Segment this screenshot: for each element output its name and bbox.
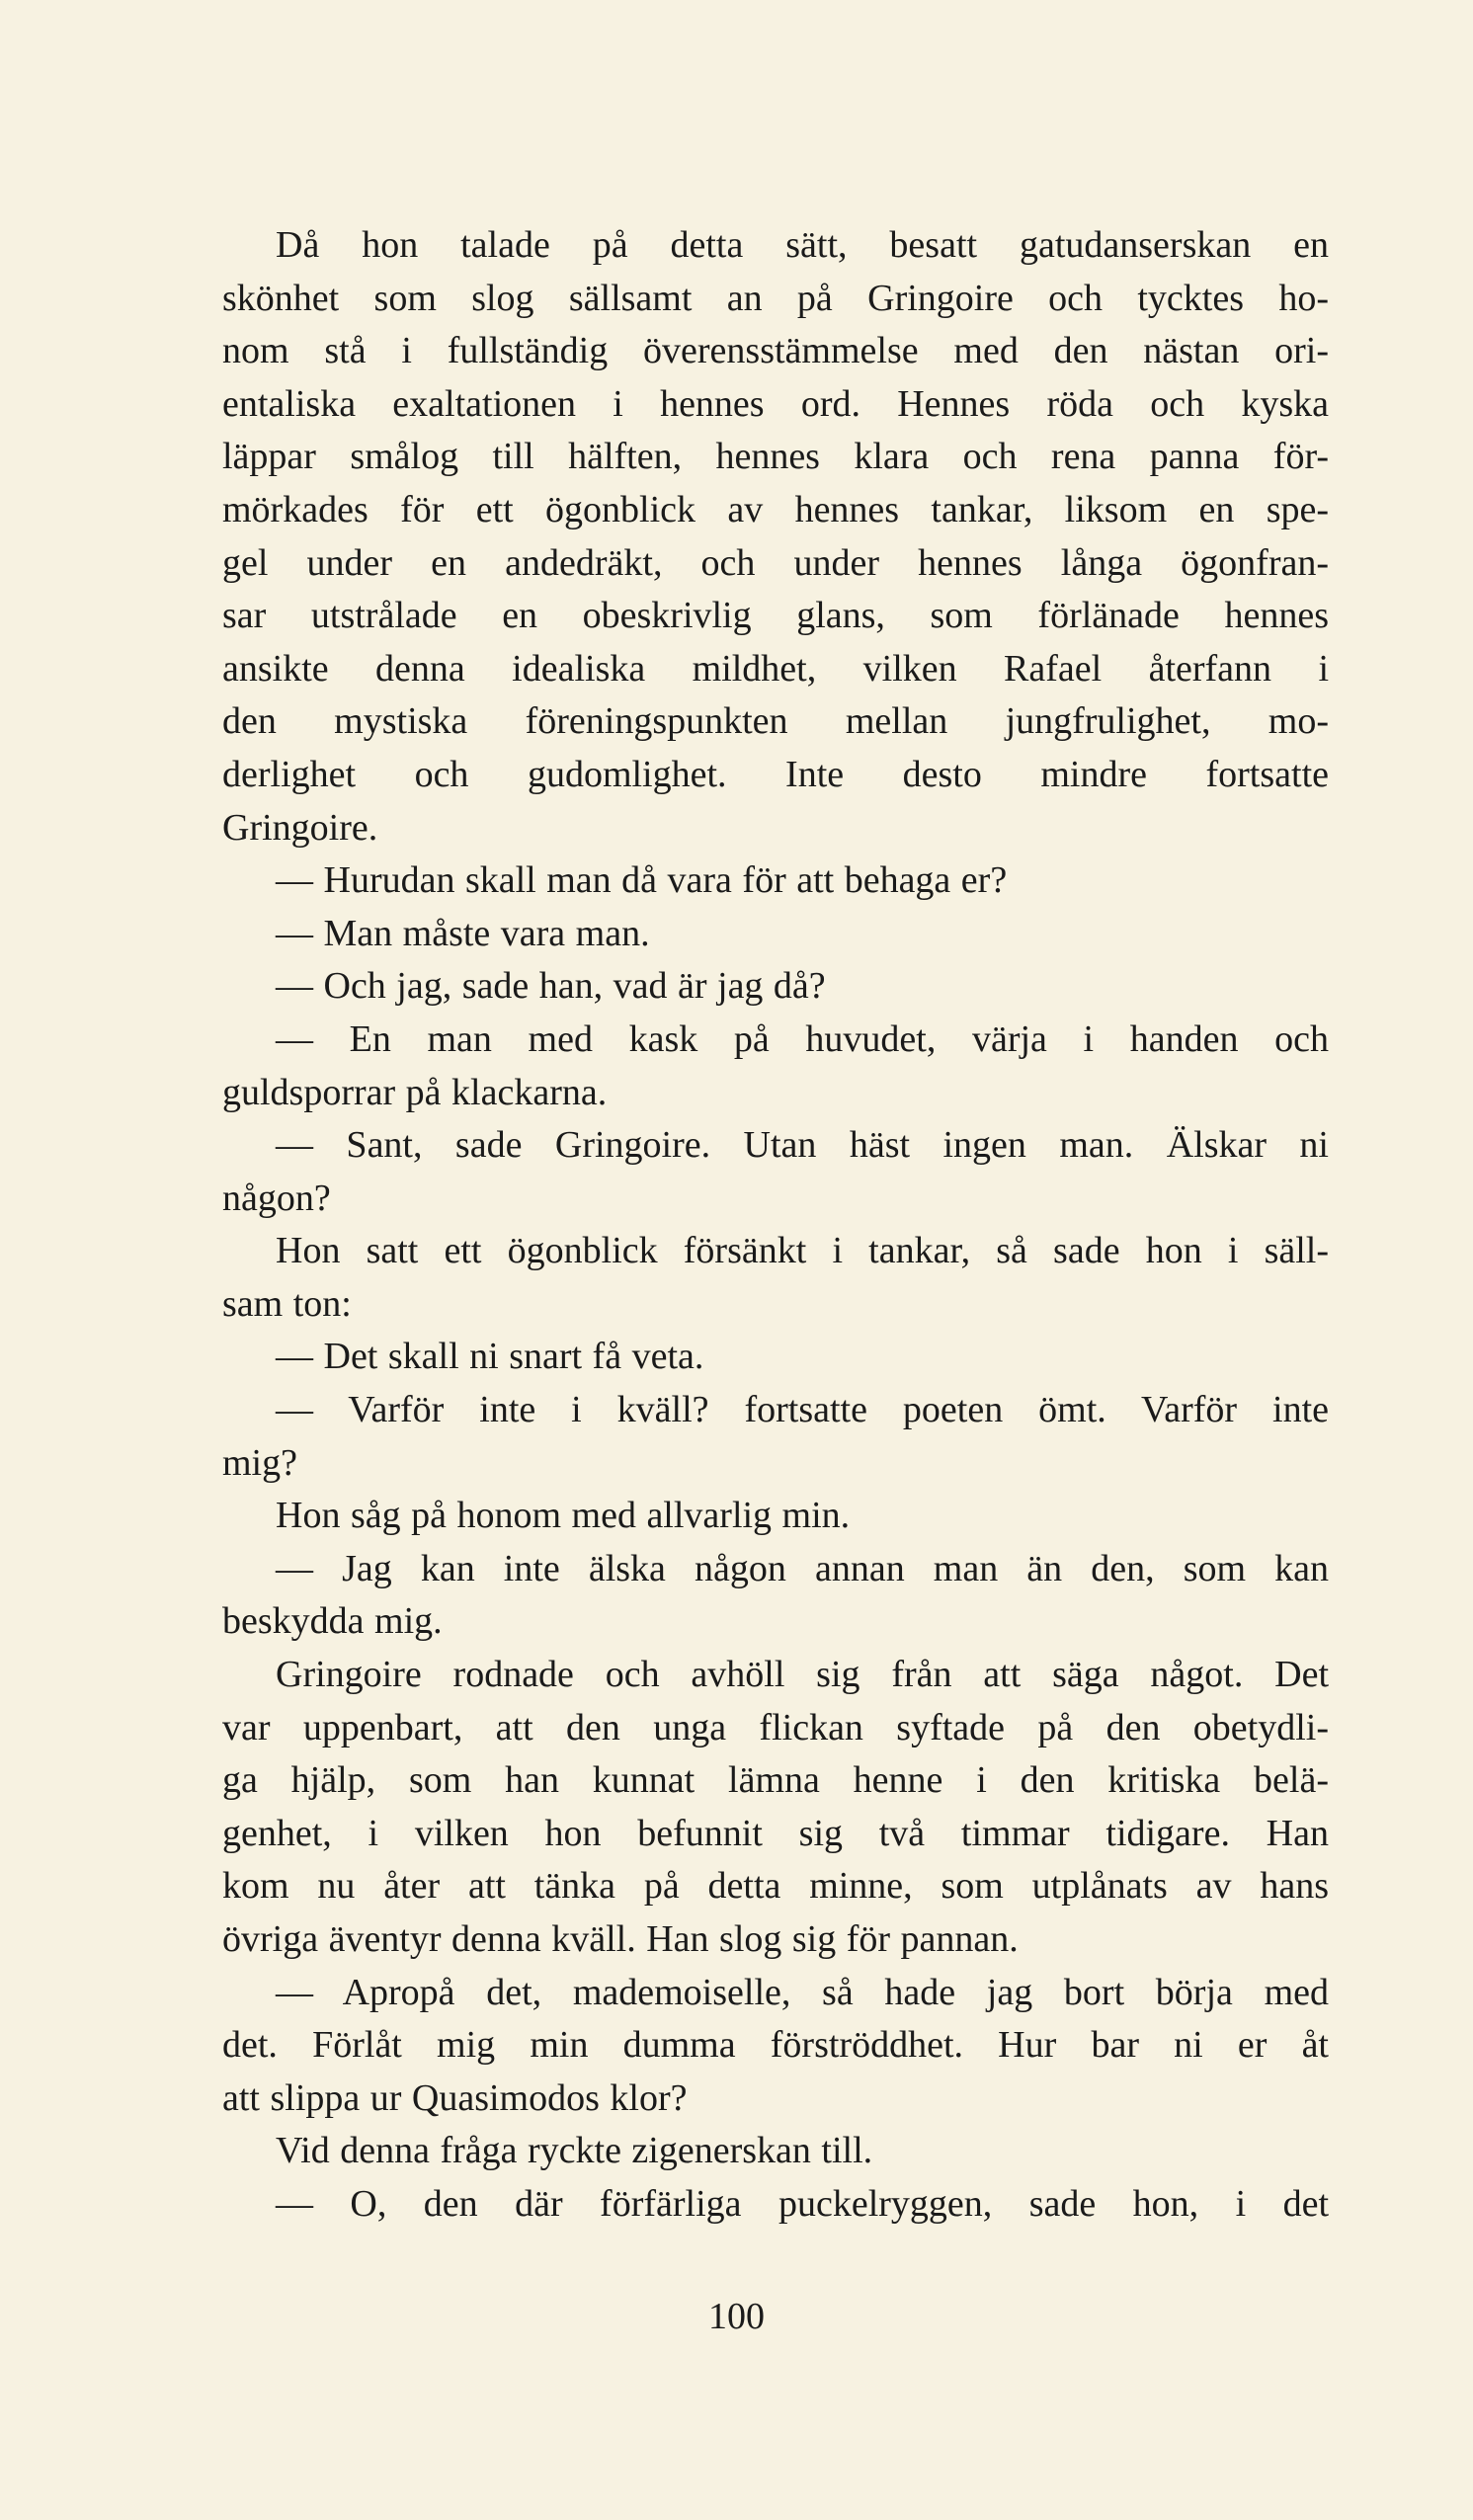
text-line: sar utstrålade en obeskrivlig glans, som förlänade hennes <box>222 595 1329 637</box>
text-line: derlighet och gudomlighet. Inte desto mindre fortsatte <box>222 753 1329 795</box>
text-line: Gringoire. <box>222 806 378 849</box>
text-line: — Det skall ni snart få veta. <box>276 1336 704 1378</box>
text-line: mig? <box>222 1441 297 1484</box>
text-line: Vid denna fråga ryckte zigenerskan till. <box>276 2130 873 2172</box>
text-line: kom nu åter att tänka på detta minne, som utplånats av hans <box>222 1865 1329 1908</box>
text-line: — Jag kan inte älska någon annan man än den, som kan <box>276 1547 1329 1589</box>
text-line: beskydda mig. <box>222 1600 443 1643</box>
text-line: guldsporrar på klackarna. <box>222 1071 608 1113</box>
text-line: Då hon talade på detta sätt, besatt gatudanserskan en <box>276 224 1329 266</box>
text-line: — En man med kask på huvudet, värja i handen och <box>276 1017 1329 1060</box>
text-line: skönhet som slog sällsamt an på Gringoire och tycktes ho- <box>222 277 1329 319</box>
text-line: det. Förlåt mig min dumma förströddhet. Hur bar ni er åt <box>222 2024 1329 2067</box>
text-line: — Sant, sade Gringoire. Utan häst ingen man. Älskar ni <box>276 1124 1329 1167</box>
text-line: läppar smålog till hälften, hennes klara och rena panna för- <box>222 436 1329 478</box>
text-line: entaliska exaltationen i hennes ord. Hennes röda och kyska <box>222 382 1329 425</box>
text-line: — Varför inte i kväll? fortsatte poeten ömt. Varför inte <box>276 1389 1329 1431</box>
body-text <box>222 219 1329 2232</box>
text-line: den mystiska föreningspunkten mellan jungfrulighet, mo- <box>222 700 1329 743</box>
text-line: — Och jag, sade han, vad är jag då? <box>276 965 826 1008</box>
text-line: mörkades för ett ögonblick av hennes tankar, liksom en spe- <box>222 488 1329 530</box>
text-line: att slippa ur Quasimodos klor? <box>222 2076 688 2119</box>
page-number: 100 <box>708 2296 765 2337</box>
text-line: övriga äventyr denna kväll. Han slog sig för pannan. <box>222 1918 1019 1960</box>
text-line: Hon såg på honom med allvarlig min. <box>276 1495 851 1537</box>
text-line: genhet, i vilken hon befunnit sig två timmar tidigare. Han <box>222 1812 1329 1854</box>
text-line: — Apropå det, mademoiselle, så hade jag bort börja med <box>276 1971 1329 2013</box>
text-line: nom stå i fullständig överensstämmelse med den nästan ori- <box>222 330 1329 372</box>
text-line: sam ton: <box>222 1282 352 1325</box>
text-line: någon? <box>222 1177 331 1219</box>
text-line: gel under en andedräkt, och under hennes långa ögonfran- <box>222 541 1329 584</box>
text-line: Hon satt ett ögonblick försänkt i tankar, så sade hon i säll- <box>276 1230 1329 1272</box>
text-line: — Man måste vara man. <box>276 912 650 954</box>
text-line: — O, den där förfärliga puckelryggen, sade hon, i det <box>276 2182 1329 2225</box>
text-line: var uppenbart, att den unga flickan syftade på den obetydli- <box>222 1706 1329 1748</box>
text-line: ga hjälp, som han kunnat lämna henne i den kritiska belä- <box>222 1759 1329 1802</box>
text-line: ansikte denna idealiska mildhet, vilken Rafael återfann i <box>222 647 1329 690</box>
text-line: — Hurudan skall man då vara för att behaga er? <box>276 859 1008 902</box>
text-line: Gringoire rodnade och avhöll sig från att säga något. Det <box>276 1654 1329 1696</box>
